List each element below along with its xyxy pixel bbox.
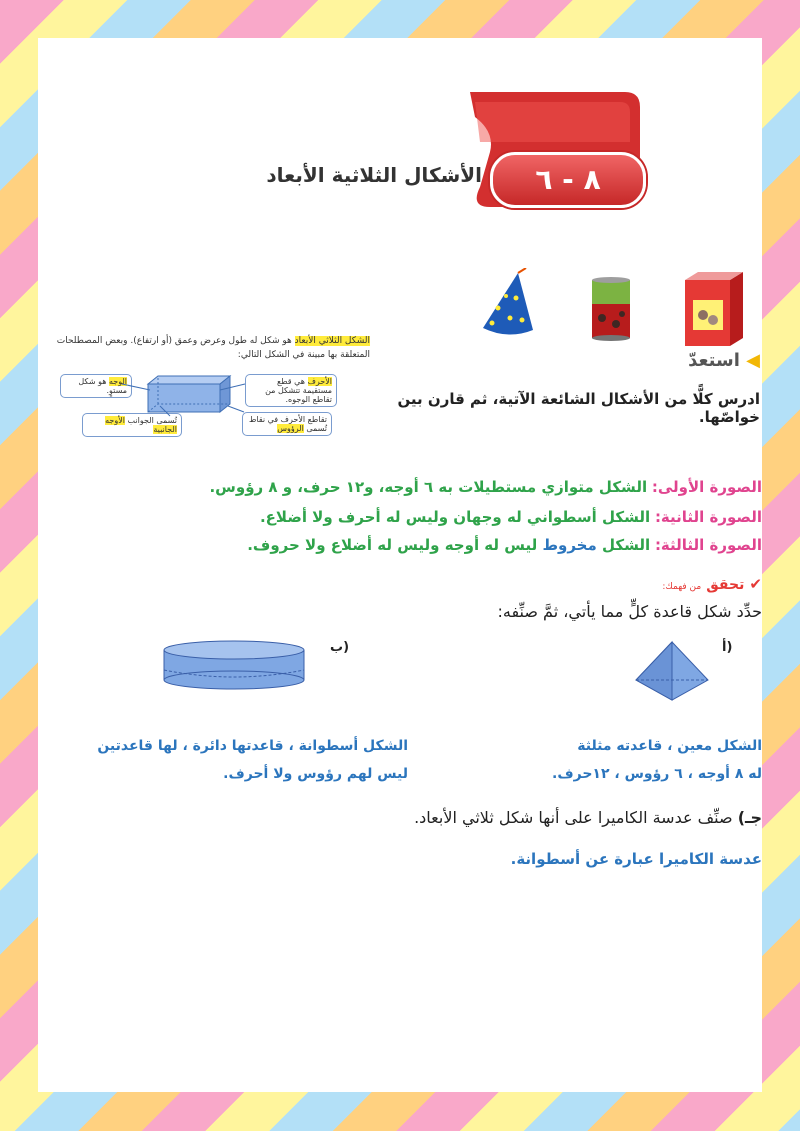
answer-3-post: ليس له أوجه وليس له أضلاع ولا حروف. <box>247 536 543 554</box>
label-b: ب) <box>330 640 350 655</box>
question-c-label: جـ) <box>737 808 762 827</box>
question-c <box>370 808 762 827</box>
callout-sides-term: الأوجه الجانبية <box>105 416 177 434</box>
callout-edges-term: الأحرف <box>307 377 332 386</box>
callout-vertex-text: تقاطع الأحرف في نقاط تُسمى <box>248 415 327 433</box>
party-hat-image <box>478 268 538 340</box>
answer-a-line2: له ٨ أوجه ، ٦ رؤوس ، ١٢حرف. <box>552 766 762 782</box>
check-instruction: حدِّد شكل قاعدة كلٍّ مما يأتي، ثمَّ صنِّفه: <box>497 602 762 621</box>
lesson-title: الأشكال الثلاثية الأبعاد <box>266 163 482 187</box>
answer-line-1 <box>150 478 762 496</box>
answer-line-3 <box>150 536 762 554</box>
answer-line-2 <box>150 508 762 526</box>
answer-b-line1: الشكل أسطوانة ، قاعدتها دائرة ، لها قاعدتين <box>97 738 408 754</box>
answer-1-label: الصورة الأولى: <box>651 478 762 496</box>
callout-vertex-term: الرؤوس <box>277 424 304 433</box>
worksheet-page <box>38 38 762 1092</box>
callout-edges-text: هي قطع مستقيمة تتشكل من تقاطع الوجوه. <box>265 377 332 404</box>
cylinder-figure <box>160 640 308 692</box>
check-heading-small: من فهمك: <box>662 582 702 592</box>
explore-heading <box>640 350 760 371</box>
check-mark-icon: ✔ <box>749 575 762 593</box>
answer-3-pre: الشكل <box>596 536 651 554</box>
answer-2-label: الصورة الثانية: <box>654 508 762 526</box>
answer-b-line2: ليس لهم رؤوس ولا أحرف. <box>223 766 408 782</box>
callout-face-term: الوجه <box>108 377 127 386</box>
check-heading-text: تحقق <box>706 577 745 593</box>
explore-heading-text: استعدّ <box>688 350 740 371</box>
callout-sides-text: تُسمى الجوانب <box>127 416 177 425</box>
callout-face-text: هو شكل مستوٍ. <box>78 377 127 395</box>
callout-vertex <box>242 412 332 436</box>
label-a: أ) <box>722 640 733 655</box>
definition-paragraph <box>55 334 370 362</box>
lesson-number-badge: ٨ - ٦ <box>490 152 646 208</box>
answer-3-label: الصورة الثالثة: <box>654 536 762 554</box>
answer-a-line1: الشكل معين ، قاعدته مثلثة <box>577 738 762 754</box>
question-c-text: صنِّف عدسة الكاميرا على أنها شكل ثلاثي الأبعاد. <box>414 808 733 827</box>
pyramid-figure <box>632 640 712 702</box>
answer-3-blue: مخروط <box>542 536 597 554</box>
answer-2-text: الشكل أسطواني له وجهان وليس له أحرف ولا أضلاع. <box>259 508 651 526</box>
definition-text: هو شكل له طول وعرض وعمق (أو ارتفاع). وبعض المصطلحات المتعلقة بها مبينة في الشكل التالي: <box>56 336 370 360</box>
explore-instruction: ادرس كلًّا من الأشكال الشائعة الآتية، ثم قارن بين خواصّها. <box>397 390 760 426</box>
can-image <box>590 276 632 342</box>
callout-edges <box>245 374 337 407</box>
check-heading <box>620 574 762 593</box>
answer-1-text: الشكل متوازي مستطيلات به ٦ أوجه، و١٢ حرف، و ٨ رؤوس. <box>209 478 648 496</box>
answer-c: عدسة الكاميرا عبارة عن أسطوانة. <box>510 850 762 868</box>
definition-term: الشكل الثلاثي الأبعاد <box>294 336 370 346</box>
arrow-icon: ◀ <box>746 350 760 371</box>
cereal-box-image <box>685 270 745 346</box>
callout-arrows <box>120 378 250 418</box>
